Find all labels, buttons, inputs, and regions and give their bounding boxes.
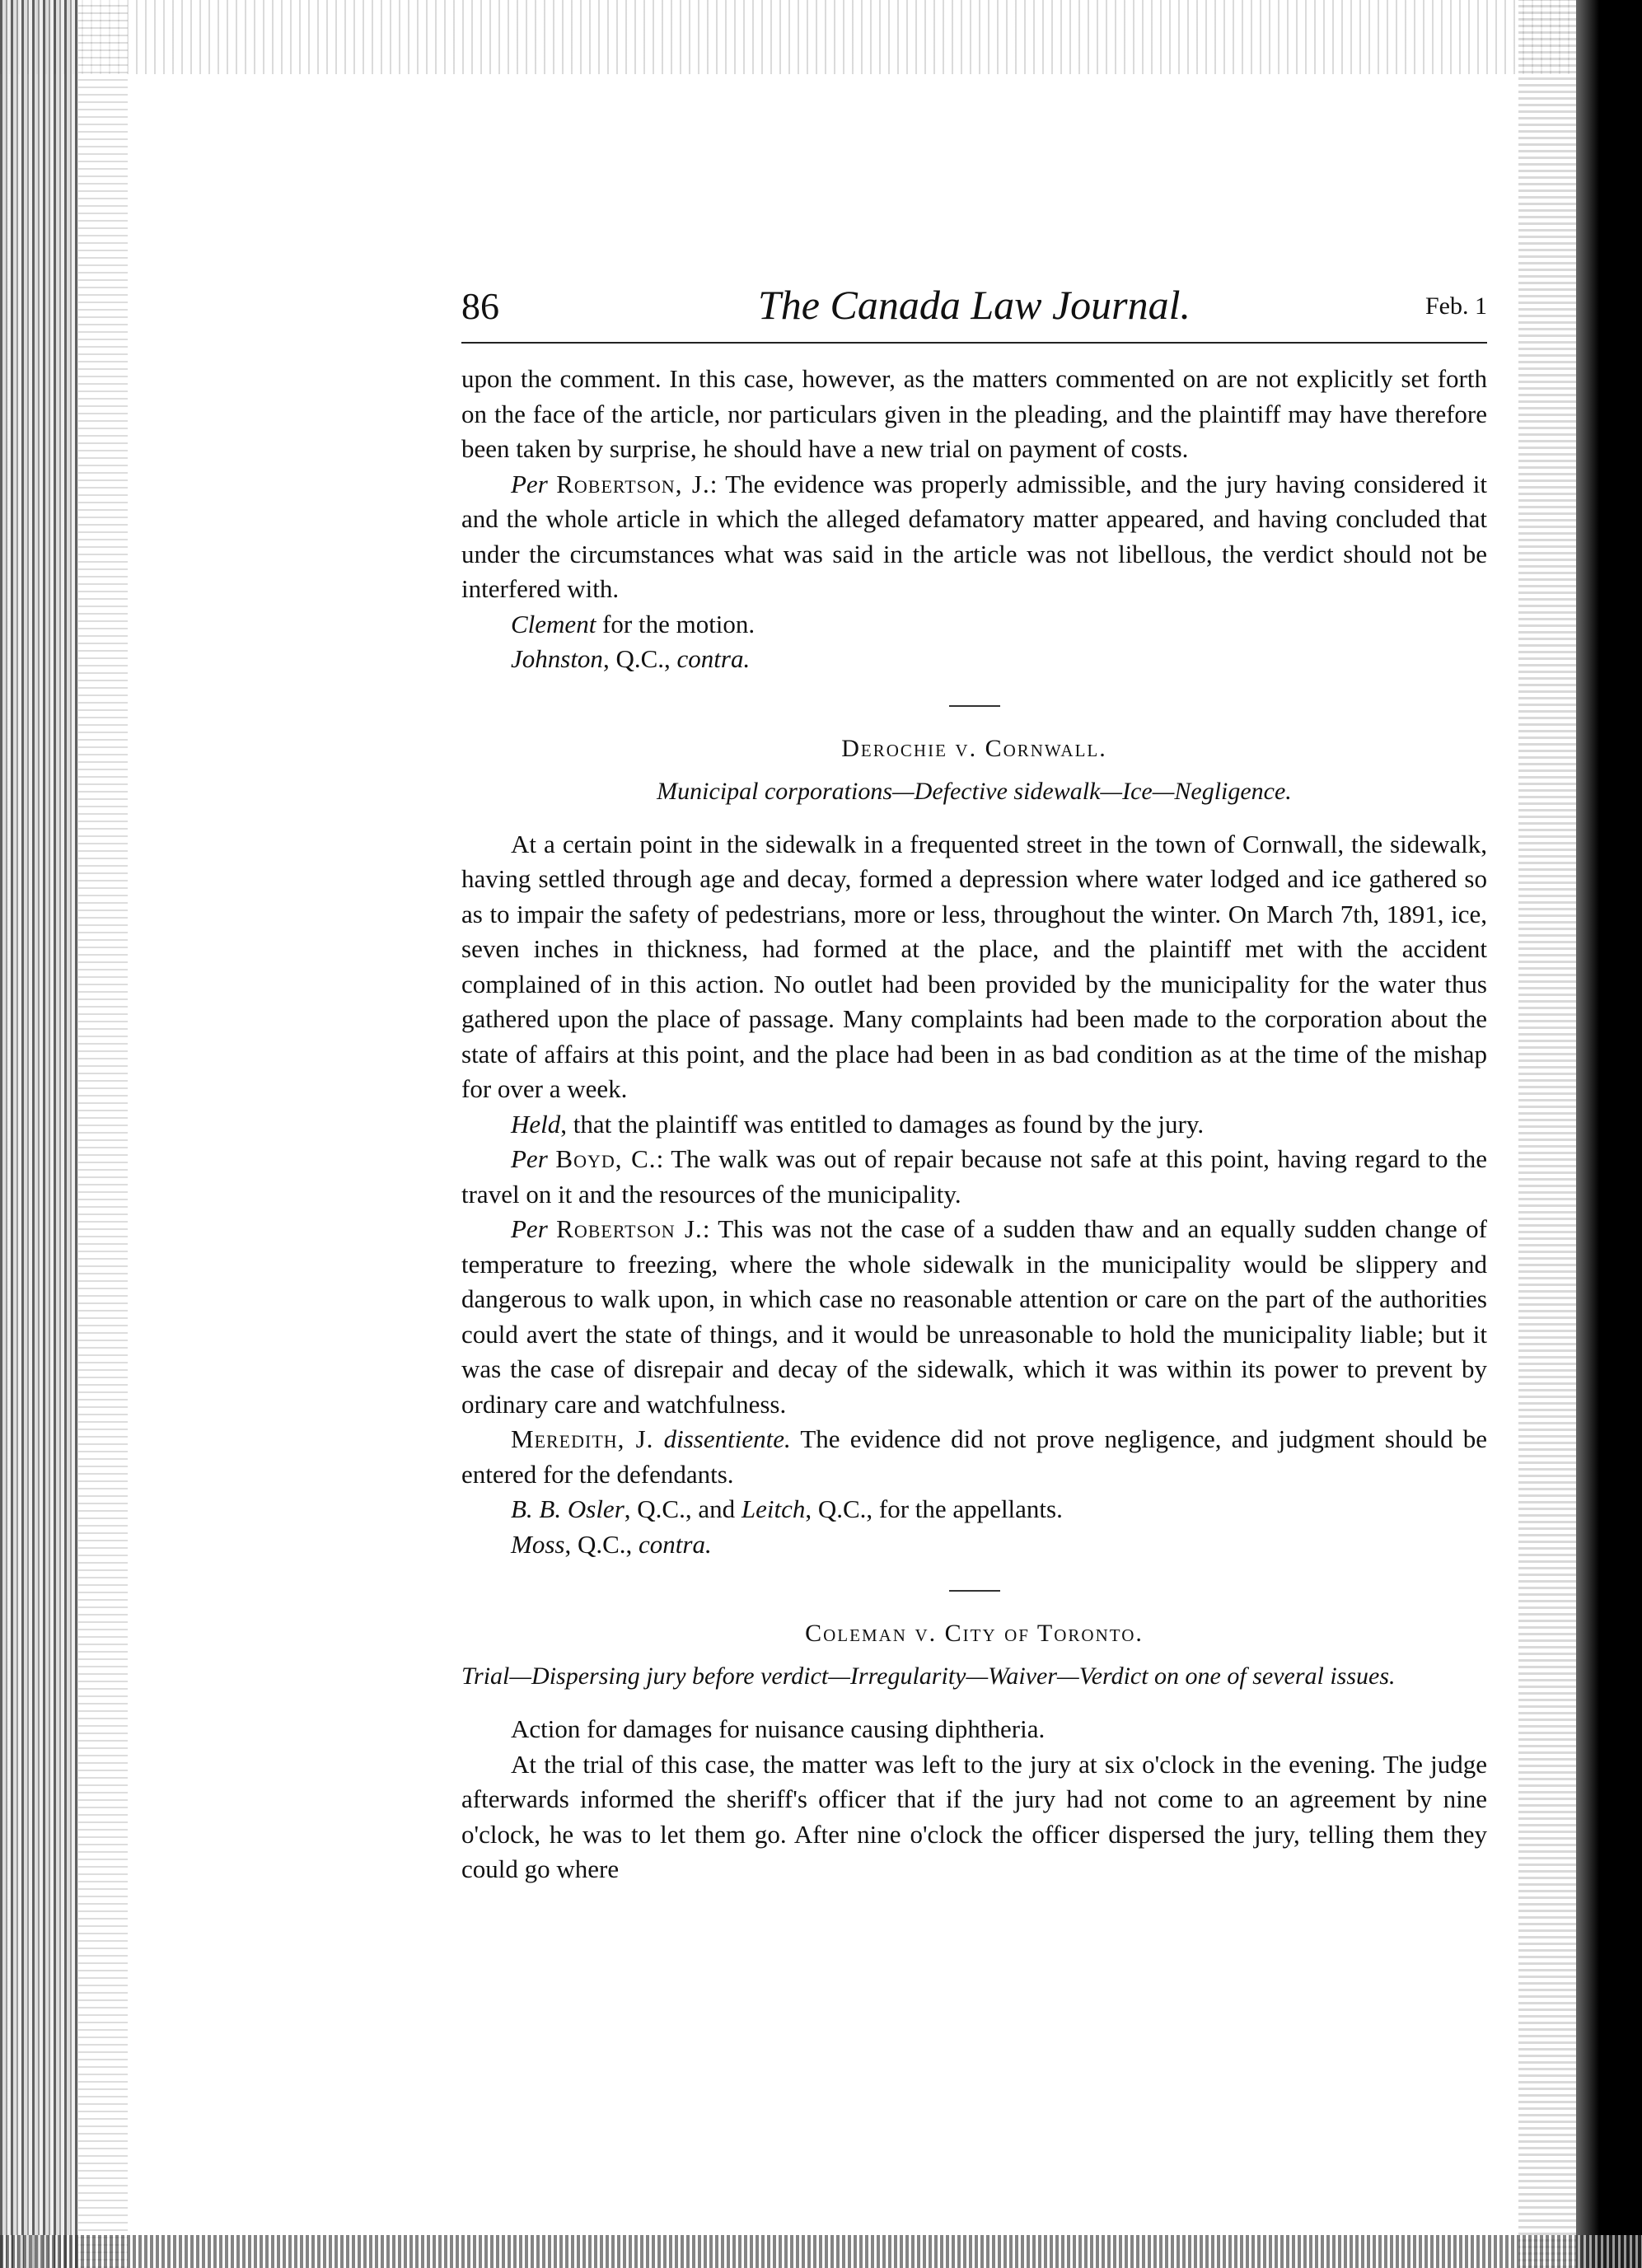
scan-edge-right-fade <box>1518 0 1576 2268</box>
opinion-robertson: Per Robertson J.: This was not the case of a sudden thaw and an equally sudden change of temperature to freezing, where the whole sidewalk in the municipality would be slippery and dangerous to walk upon, in which case no reasonable attention or care on the part of the authorities could avert the state of things, and it would be unreasonable to hold the municipality liable; but it was the case of disrepair and decay of the sidewalk, which it was within its power to prevent by ordinary care and watchfulness. <box>461 1214 1487 1419</box>
section-divider <box>949 705 1000 707</box>
opinion-boyd: Per Boyd, C.: The walk was out of repair because not safe at this point, having regard to the travel on it and the resources of the municipality. <box>461 1144 1487 1209</box>
scan-edge-top <box>0 0 1642 74</box>
section-divider <box>949 1590 1000 1592</box>
case-paragraph: Action for damages for nuisance causing diphtheria. <box>511 1714 1046 1743</box>
opinion-meredith: Meredith, J. dissentiente. The evidence did not prove negligence, and judgment should be entered for the defendants. <box>461 1424 1488 1489</box>
issue-date: Feb. 1 <box>1425 292 1487 320</box>
case-facts: At a certain point in the sidewalk in a frequented street in the town of Cornwall, the sidewalk, having settled through age and decay, formed a depression where water lodged and ice gathered so as to impair the safety of pedestrians, more or less, throughout the winter. On March 7th, 1891, ice, seven inches in thickness, had formed at the place, and the plaintiff met with the accident complained of in this action. No outlet had been provided by the municipality for the water thus gathered upon the place of passage. Many complaints had been made to the corporation about the state of affairs at this point, and the place had been in as bad condition as at the time of the mishap for over a week. <box>461 829 1487 1103</box>
header-rule <box>461 342 1487 344</box>
counsel-line: Johnston, Q.C., contra. <box>511 644 751 673</box>
page-number: 86 <box>461 285 499 327</box>
scan-edge-left-fade <box>78 0 128 2268</box>
scan-edge-bottom <box>0 2235 1642 2268</box>
scan-edge-right <box>1576 0 1642 2268</box>
journal-title: The Canada Law Journal. <box>757 282 1191 328</box>
opinion-robertson: Per Robertson, J.: The evidence was properly admissible, and the jury having considered it and the whole article in which the alleged defamatory matter appeared, and having concluded that under the circumstances what was said in the article was not libellous, the verdict should not be interfered with. <box>461 469 1488 603</box>
case-title: Derochie v. Cornwall. <box>841 734 1107 762</box>
counsel-line: B. B. Osler, Q.C., and Leitch, Q.C., for the appellants. <box>511 1494 1063 1523</box>
case-title: Coleman v. City of Toronto. <box>805 1620 1144 1647</box>
continuation-paragraph: upon the comment. In this case, however, as the matters commented on are not explicitly set forth on the face of the article, nor particulars given in the pleading, and the plaintiff may have therefore been taken by surprise, he should have a new trial on payment of costs. <box>461 364 1487 463</box>
counsel-line: Clement for the motion. <box>511 609 756 638</box>
scan-edge-left <box>0 0 78 2268</box>
case-headnote: Municipal corporations—Defective sidewalk—Ice—Negligence. <box>657 777 1292 805</box>
journal-page <box>461 284 1487 1887</box>
case-paragraph: At the trial of this case, the matter was left to the jury at six o'clock in the evening. The judge afterwards informed the sheriff's officer that if the jury had not come to an agreement by nine o'clock, he was to let them go. After nine o'clock the officer dispersed the jury, telling them they could go where <box>461 1749 1487 1883</box>
case-headnote: Trial—Dispersing jury before verdict—Irregularity—Waiver—Verdict on one of several issues. <box>461 1662 1396 1690</box>
counsel-line: Moss, Q.C., contra. <box>511 1529 712 1559</box>
running-header <box>461 284 1487 335</box>
holding: Held, that the plaintiff was entitled to damages as found by the jury. <box>511 1109 1205 1139</box>
